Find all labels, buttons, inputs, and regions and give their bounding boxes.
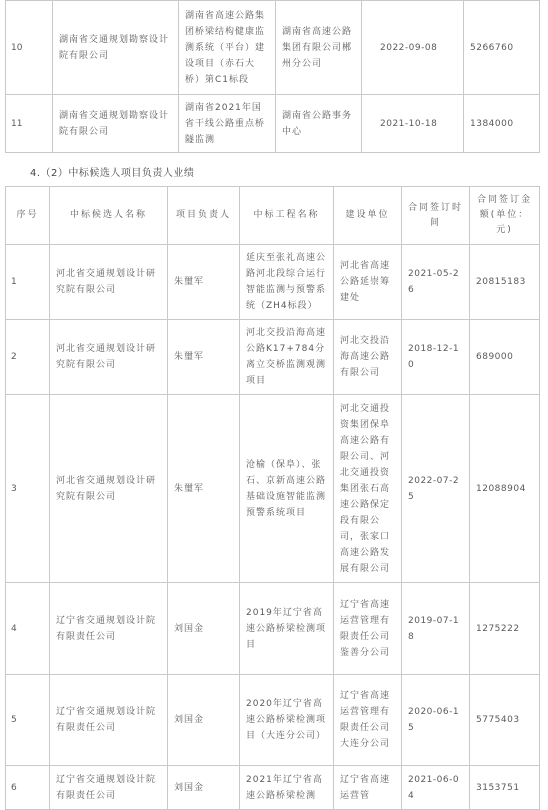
construction-unit: 湖南省公路事务中心 — [276, 95, 362, 153]
project-name: 延庆至张礼高速公路河北段综合运行智能监测与预警系统（ZH4标段） — [240, 245, 334, 320]
contract-amount: 1275222 — [470, 583, 540, 675]
bidder-name: 辽宁省交通规划设计院有限责任公司 — [50, 766, 168, 810]
project-name: 2019年辽宁省高速公路桥梁检测项目 — [240, 583, 334, 675]
table-row — [6, 395, 540, 583]
header-manager: 项目负责人 — [168, 187, 240, 245]
construction-unit: 辽宁省高速运营管理有限责任公司鉴善分公司 — [334, 583, 402, 675]
table-row — [6, 320, 540, 395]
construction-unit: 辽宁省高速运营管理有限责任公司大连分公司 — [334, 675, 402, 766]
project-name: 2020年辽宁省高速公路桥梁检测项目（大连分公司） — [240, 675, 334, 766]
construction-unit: 河北交投沿海高速公路有限公司 — [334, 320, 402, 395]
project-manager: 朱璽军 — [168, 245, 240, 320]
row-number: 2 — [6, 320, 50, 395]
contract-amount: 1384000 — [464, 95, 540, 153]
contract-amount: 689000 — [470, 320, 540, 395]
project-name: 湖南省2021年国省干线公路重点桥隧监测 — [179, 95, 276, 153]
header-serial: 序号 — [6, 187, 50, 245]
row-number: 6 — [6, 766, 50, 810]
project-name: 沧榆（保阜）、张石、京新高速公路基础设施智能监测预警系统项目 — [240, 395, 334, 583]
row-number: 4 — [6, 583, 50, 675]
contract-date: 2021-05-26 — [402, 245, 470, 320]
construction-unit: 湖南省高速公路集团有限公司郴州分公司 — [276, 1, 362, 95]
contract-date: 2022-09-08 — [362, 1, 464, 95]
contract-amount: 12088904 — [470, 395, 540, 583]
bidder-name: 辽宁省交通规划设计院有限责任公司 — [50, 583, 168, 675]
contract-date: 2022-07-25 — [402, 395, 470, 583]
header-builder: 建设单位 — [334, 187, 402, 245]
construction-unit: 河北省高速公路延崇筹建处 — [334, 245, 402, 320]
project-manager: 刘国金 — [168, 675, 240, 766]
bidder-name: 辽宁省交通规划设计院有限责任公司 — [50, 675, 168, 766]
contract-date: 2018-12-10 — [402, 320, 470, 395]
header-amount: 合同签订金额(单位：元) — [470, 187, 540, 245]
bidder-name: 湖南省交通规划勘察设计院有限公司 — [53, 1, 179, 95]
contract-amount: 3153751 — [470, 766, 540, 810]
project-manager: 朱璽军 — [168, 395, 240, 583]
table-row — [6, 245, 540, 320]
header-date: 合同签订时间 — [402, 187, 470, 245]
header-bidder: 中标候选人名称 — [50, 187, 168, 245]
contract-date: 2021-06-04 — [402, 766, 470, 810]
project-manager: 刘国金 — [168, 583, 240, 675]
bidder-name: 湖南省交通规划勘察设计院有限公司 — [53, 95, 179, 153]
contract-amount: 5266760 — [464, 1, 540, 95]
table-row — [6, 1, 540, 95]
header-project: 中标工程名称 — [240, 187, 334, 245]
table-row — [6, 766, 540, 810]
project-name: 2021年辽宁省高速公路桥梁检测 — [240, 766, 334, 810]
project-name: 湖南省高速公路集团桥梁结构健康监测系统（平台）建设项目（赤石大桥）第C1标段 — [179, 1, 276, 95]
performance-table-prior — [5, 0, 540, 153]
contract-date: 2020-06-15 — [402, 675, 470, 766]
project-name: 河北交投沿海高速公路K17+784分离立交桥监测观测项目 — [240, 320, 334, 395]
contract-amount: 5775403 — [470, 675, 540, 766]
row-number: 10 — [6, 1, 53, 95]
row-number: 1 — [6, 245, 50, 320]
table-row — [6, 675, 540, 766]
project-manager: 朱璽军 — [168, 320, 240, 395]
bidder-name: 河北省交通规划设计研究院有限公司 — [50, 320, 168, 395]
construction-unit: 河北交通投资集团保阜高速公路有限公司、河北交通投资集团张石高速公路保定段有限公司，张家口高速公路发展有限公司 — [334, 395, 402, 583]
row-number: 5 — [6, 675, 50, 766]
table-row — [6, 95, 540, 153]
section-heading: 4.（2）中标候选人项目负责人业绩 — [30, 168, 195, 179]
bidder-name: 河北省交通规划设计研究院有限公司 — [50, 245, 168, 320]
contract-amount: 20815183 — [470, 245, 540, 320]
manager-performance-table — [5, 186, 540, 810]
row-number: 11 — [6, 95, 53, 153]
project-manager: 刘国金 — [168, 766, 240, 810]
row-number: 3 — [6, 395, 50, 583]
contract-date: 2021-10-18 — [362, 95, 464, 153]
bidder-name: 河北省交通规划设计研究院有限公司 — [50, 395, 168, 583]
table-row — [6, 583, 540, 675]
table-header-row — [6, 187, 540, 245]
construction-unit: 辽宁省高速运营管 — [334, 766, 402, 810]
contract-date: 2019-07-18 — [402, 583, 470, 675]
